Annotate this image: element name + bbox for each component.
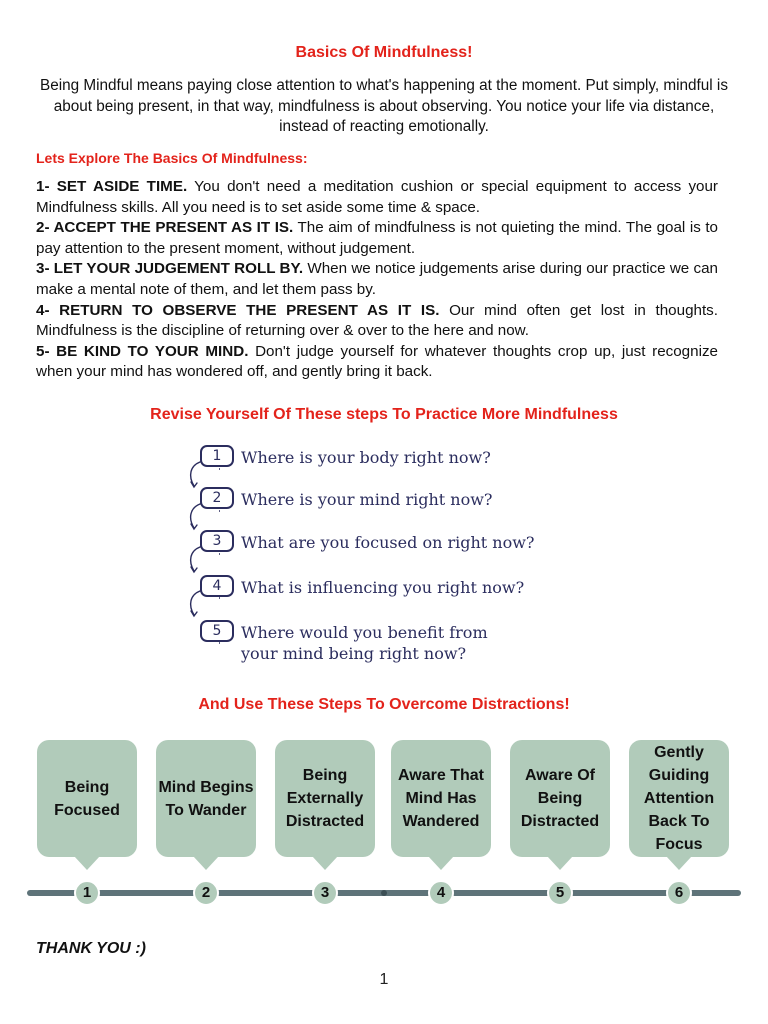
- question-text: Where is your body right now?: [241, 448, 491, 467]
- basics-item-text: The aim of mindfulness is not quieting the mind. The goal is to pay attention to the present moment, without judgement.: [36, 219, 718, 257]
- basics-item-heading: 1- SET ASIDE TIME.: [36, 178, 188, 195]
- distraction-step-card: Being Externally Distracted: [275, 740, 375, 857]
- basics-item: [36, 259, 718, 300]
- timeline-step-dot: 1: [74, 880, 100, 906]
- distraction-step-card: Gently Guiding Attention Back To Focus: [629, 740, 729, 857]
- question-text: What is influencing you right now?: [241, 578, 525, 597]
- basics-item-heading: 5- BE KIND TO YOUR MIND.: [36, 342, 249, 360]
- page-title: Basics Of Mindfulness!: [295, 44, 473, 61]
- basics-item-text: When we notice judgements arise during our practice we can make a mental note of them, and let them pass by.: [36, 260, 718, 298]
- question-flow: [180, 440, 560, 680]
- question-number-badge: 3: [200, 530, 234, 552]
- basics-item: [36, 342, 718, 383]
- distraction-step-card: Aware That Mind Has Wandered: [391, 740, 491, 857]
- basics-list: [36, 177, 718, 383]
- question-text: What are you focused on right now?: [241, 533, 535, 552]
- basics-item-text: Don't judge yourself for whatever thoughts crop up, just recognize when your mind has wondered off, and gently bring it back.: [36, 342, 718, 381]
- timeline-step-dot: 2: [193, 880, 219, 906]
- basics-item: [36, 218, 718, 259]
- intro-paragraph: Being Mindful means paying close attention to what's happening at the moment. Put simply, mindful is about being present, in that way, mindfulness is about observing. You notice your life via distance, instead of reacting emotionally.: [40, 77, 728, 135]
- distraction-step-card: Being Focused: [37, 740, 137, 857]
- timeline-midpoint-dot: [381, 890, 387, 896]
- timeline-step-dot: 4: [428, 880, 454, 906]
- basics-item: [36, 301, 718, 342]
- question-text-line-1: Where would you benefit from: [241, 623, 488, 642]
- question-text: Where is your mind right now?: [241, 490, 493, 509]
- timeline-step-dot: 5: [547, 880, 573, 906]
- distraction-step-card: Mind Begins To Wander: [156, 740, 256, 857]
- closing-text: THANK YOU :): [36, 940, 146, 957]
- basics-item-text: Our mind often get lost in thoughts. Mindfulness is the discipline of returning over & over to the here and now.: [36, 301, 718, 340]
- question-number-badge: 1: [200, 445, 234, 467]
- timeline-step-dot: 3: [312, 880, 338, 906]
- basics-item-heading: 3- LET YOUR JUDGEMENT ROLL BY.: [36, 260, 304, 278]
- basics-item: [36, 177, 718, 218]
- explore-heading: Lets Explore The Basics Of Mindfulness:: [36, 150, 308, 166]
- question-number-badge: 5: [200, 620, 234, 642]
- page-number: 1: [379, 971, 389, 988]
- question-text: [241, 622, 488, 664]
- revise-heading: Revise Yourself Of These steps To Practice More Mindfulness: [150, 406, 618, 423]
- basics-item-heading: 4- RETURN TO OBSERVE THE PRESENT AS IT IS.: [36, 301, 440, 319]
- flow-arrows-graphic: [180, 440, 220, 680]
- question-text-line-2: your mind being right now?: [241, 644, 467, 663]
- distraction-heading: And Use These Steps To Overcome Distractions!: [198, 696, 570, 713]
- question-number-badge: 4: [200, 575, 234, 597]
- timeline-step-dot: 6: [666, 880, 692, 906]
- basics-item-text: You don't need a meditation cushion or special equipment to access your Mindfulness skills. All you need is to set aside some time & space.: [36, 178, 718, 216]
- distraction-step-card: Aware Of Being Distracted: [510, 740, 610, 857]
- basics-item-heading: 2- ACCEPT THE PRESENT AS IT IS.: [36, 219, 294, 237]
- question-number-badge: 2: [200, 487, 234, 509]
